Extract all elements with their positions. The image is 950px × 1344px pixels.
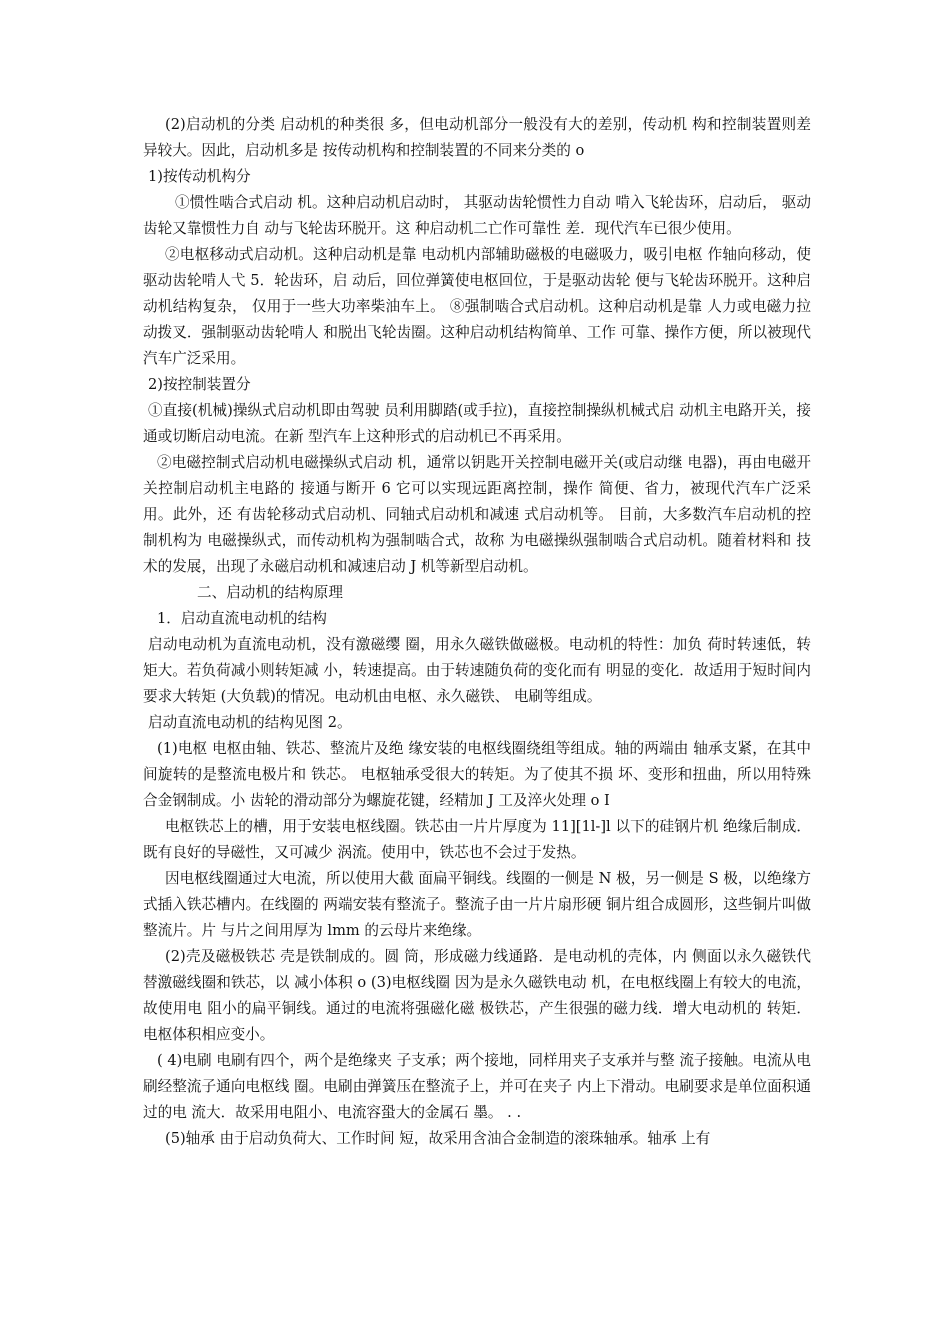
paragraph-direct-control: ①直接(机械)操纵式启动机即由驾驶 员利用脚踏(或手拉)，直接控制操纵机械式启 动机主电路开关，接通或切断启动电流。在新 型汽车上这种形式的启动机已不再采用。 [143,402,811,445]
paragraph-armature-coil: 因电枢线圈通过大电流，所以使用大截 面扁平铜线。线圈的一侧是 N 极，另一侧是 S 极，以绝缘方式插入铁芯槽内。在线圈的 两端安装有整流子。整流子由一片片扇形硬 铜片组合成圆形，这些铜片叫做整流片。片 与片之间用厚为 lmm 的云母片来绝缘。 [143,870,811,939]
subsection-heading-dc-motor: 1．启动直流电动机的结构 [157,610,327,627]
heading-by-control: 2)按控制装置分 [148,376,251,393]
paragraph-armature-core: 电枢铁芯上的槽，用于安装电枢线圈。铁芯由一片片厚度为 11][1l-]l 以下的硅钢片机 绝缘后制成．既有良好的导磁性，又可减少 涡流。使用中，铁芯也不会过于发热。 [143,818,811,861]
paragraph-armature-shift: ②电枢移动式启动机。这种启动机是靠 电动机内部辅助磁极的电磁吸力，吸引电枢 作轴向移动，使驱动齿轮啃人弋 5．轮齿环，启 动后，回位弹簧使电枢回位，于是驱动齿轮 便与飞轮齿环脱开。这种启动机结构复杂， 仅用于一些大功率柴油车上。 ⑧强制啮合式启动机。这种启动机是靠 人力或电磁力拉动拨叉．强制驱动齿轮啃人 和脱出飞轮齿圈。这种启动机结构简单、工作 可靠、操作方便，所以被现代汽车广泛采用。 [143,246,811,367]
paragraph-dc-motor: 启动电动机为直流电动机，没有激磁缨 圈，用永久磁铁做磁极。电动机的特性：加负 荷时转速低，转矩大。若负荷减小则转矩减 小，转速提高。由于转速随负荷的变化而有 明显的变化．故适用于短时间内要求大转矩 (大负载)的情况。电动机由电枢、永久磁铁、 电刷等组成。 [143,636,811,705]
paragraph-electromagnetic-control: ②电磁控制式启动机电磁操纵式启动 机，通常以钥匙开关控制电磁开关(或启动继 电器)，再由电磁开关控制启动机主电路的 接通与断开 6 它可以实现远距离控制，操作 简便、省力，被现代汽车广泛采用。此外，还 有齿轮移动式启动机、同轴式启动机和减速 式启动机等。 目前，大多数汽车启动机的控制机构为 电磁操纵式，而传动机构为强制啮合式，故称 为电磁操纵强制啮合式启动机。随着材料和 技术的发展，出现了永磁启动机和减速启动 J 机等新型启动机。 [143,454,811,575]
paragraph-housing-and-coil: (2)壳及磁极铁芯 壳是铁制成的。圆 筒，形成磁力线通路．是电动机的壳体，内 侧面以永久磁铁代替激磁线圈和铁芯，以 减小体积 o (3)电枢线圈 因为是永久磁铁电动 机，在电枢线圈上有较大的电流，故使用电 阻小的扁平铜线。通过的电流将强磁化磁 极铁芯，产生很强的磁力线．增大电动机的 转矩．电枢体积相应变小。 [143,948,811,1043]
paragraph-brushes: ( 4)电刷 电刷有四个，两个是绝缘夹 子支承；两个接地，同样用夹子支承并与整 流子接触。电流从电刷经整流子通向电枢线 圈。电刷由弹簧压在整流子上，并可在夹子 内上下滑动。电刷要求是单位面积通过的电 流大．故采用电阻小、电流容蛩大的金属石 墨。 . . [143,1052,811,1121]
paragraph-armature: (1)电枢 电枢由轴、铁芯、整流片及绝 缘安装的电枢线圈绕组等组成。轴的两端由 轴承支紧，在其中间旋转的是整流电极片和 铁芯。 电枢轴承受很大的转矩。为了使其不损 坏、变形和扭曲，所以用特殊合金钢制成。小 齿轮的滑动部分为螺旋花键，经精加 J 工及淬火处理 o I [143,740,811,809]
heading-by-transmission: 1)按传动机构分 [148,168,251,185]
paragraph-figure-reference: 启动直流电动机的结构见图 2。 [148,714,352,731]
section-heading-structure: 二、启动机的结构原理 [197,584,343,601]
document-page [143,112,811,1152]
paragraph-inertia-mesh: ①惯性啮合式启动 机。这种启动机启动时， 其驱动齿轮惯性力自动 啃入飞轮齿环，启动后， 驱动齿轮又靠惯性力自 动与飞轮齿环脱开。这 种启动机二亡作可靠性 差．现代汽车已很少使用。 [143,194,811,237]
paragraph-bearings: (5)轴承 由于启动负荷大、工作时间 短，故采用含油合金制造的滚珠轴承。轴承 上有 [165,1130,711,1147]
paragraph-starter-classification: (2)启动机的分类 启动机的种类很 多，但电动机部分一般没有大的差别，传动机 构和控制装置则差异较大。因此，启动机多是 按传动机构和控制装置的不同来分类的 o [143,116,811,159]
